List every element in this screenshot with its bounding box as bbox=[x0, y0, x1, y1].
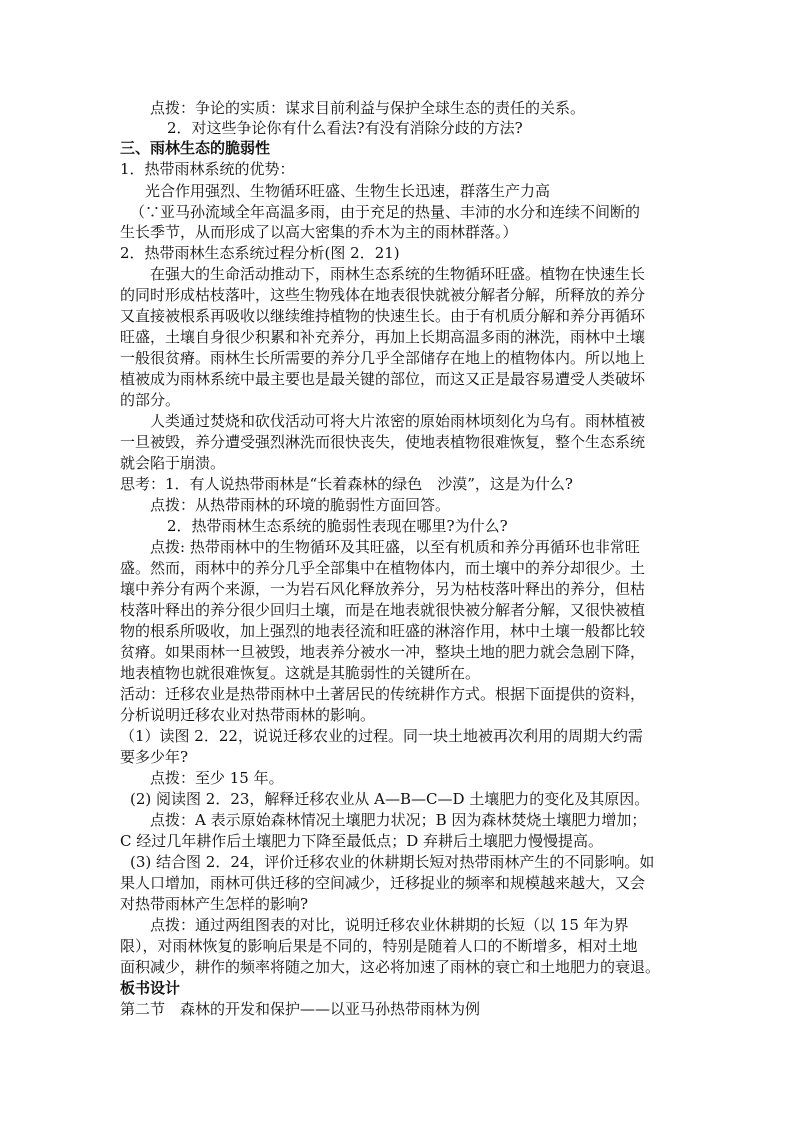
text-line: 对热带雨林产生怎样的影响? bbox=[120, 895, 309, 913]
text-line: 限），对雨林恢复的影响后果是不同的，特别是随着人口的不断增多，相对土地 bbox=[120, 937, 638, 955]
text-line: 点拨: 热带雨林中的生物循环及其旺盛，以至有机质和养分再循环也非常旺 bbox=[150, 538, 640, 556]
section-heading: 板书设计 bbox=[120, 979, 181, 997]
text-line: 第二节 森林的开发和保护——以亚马孙热带雨林为例 bbox=[120, 1000, 481, 1018]
text-line: 2．热带雨林生态系统的脆弱性表现在哪里?为什么? bbox=[167, 517, 508, 535]
text-line: 活动：迁移农业是热带雨林中土著居民的传统耕作方式。根据下面提供的资料， bbox=[120, 685, 646, 703]
text-line: （∵亚马孙流域全年高温多雨，由于充足的热量、丰沛的水分和连续不间断的 bbox=[130, 203, 641, 221]
text-line: 一旦被毁，养分遭受强烈淋洗而很快丧失，使地表植物很难恢复，整个生态系统 bbox=[120, 433, 646, 451]
text-line: 生长季节，从而形成了以高大密集的乔木为主的雨林群落。） bbox=[120, 223, 518, 241]
text-line: 要多少年? bbox=[120, 748, 189, 766]
section-heading: 三、雨林生态的脆弱性 bbox=[120, 139, 271, 157]
text-line: 盛。然而，雨林中的养分几乎全部集中在植物体内，而土壤中的养分却很少。土 bbox=[120, 559, 646, 577]
text-line: 旺盛，土壤自身很少积累和补充养分，再加上长期高温多雨的淋洗，雨林中土壤 bbox=[120, 328, 646, 346]
text-line: (2) 阅读图 2．23，解释迁移农业从 A—B—C—D 土壤肥力的变化及其原因。 bbox=[130, 790, 650, 808]
text-line: C 经过几年耕作后土壤肥力下降至最低点；D 弃耕后土壤肥力慢慢提高。 bbox=[120, 832, 604, 850]
text-line: 的同时形成枯枝落叶，这些生物残体在地表很快就被分解者分解，所释放的养分 bbox=[120, 286, 646, 304]
text-line: 植被成为雨林系统中最主要也是最关键的部位，而这又正是最容易遭受人类破坏 bbox=[120, 370, 646, 388]
text-line: 2．热带雨林生态系统过程分析(图 2．21) bbox=[120, 244, 400, 262]
text-line: 点拨：通过两组图表的对比，说明迁移农业休耕期的长短（以 15 年为界 bbox=[150, 916, 629, 934]
text-line: 点拨：A 表示原始森林情况土壤肥力状况；B 因为森林焚烧土壤肥力增加； bbox=[150, 811, 647, 829]
text-line: 又直接被根系再吸收以继续维持植物的快速生长。由于有机质分解和养分再循环 bbox=[120, 307, 646, 325]
text-line: 2．对这些争论你有什么看法?有没有消除分歧的方法? bbox=[167, 119, 523, 137]
text-line: 枝落叶释出的养分很少回归土壤，而是在地表就很快被分解者分解，又很快被植 bbox=[120, 601, 646, 619]
text-line: 壤中养分有两个来源，一为岩石风化释放养分，另为枯枝落叶释出的养分，但枯 bbox=[120, 580, 646, 598]
text-line: 思考：1．有人说热带雨林是“长着森林的绿色 沙漠”，这是为什么? bbox=[120, 475, 573, 493]
text-line: 果人口增加，雨林可供迁移的空间减少，迁移捉业的频率和规模越来越大，又会 bbox=[120, 874, 646, 892]
text-line: (3) 结合图 2．24，评价迁移农业的休耕期长短对热带雨林产生的不同影响。如 bbox=[130, 853, 655, 871]
text-line: 物的根系所吸收，加上强烈的地表径流和旺盛的淋溶作用，林中土壤一般都比较 bbox=[120, 622, 646, 640]
text-line: 就会陷于崩溃。 bbox=[120, 454, 226, 472]
text-line: 一般很贫瘠。雨林生长所需要的养分几乎全部储存在地上的植物体内。所以地上 bbox=[120, 349, 646, 367]
text-line: 面积减少，耕作的频率将随之加大，这必将加速了雨林的衰亡和土地肥力的衰退。 bbox=[120, 958, 661, 976]
text-line: 在强大的生命活动推动下，雨林生态系统的生物循环旺盛。植物在快速生长 bbox=[150, 265, 646, 283]
text-line: 贫瘠。如果雨林一旦被毁，地表养分被水一冲，整块土地的肥力就会急剧下降， bbox=[120, 643, 646, 661]
text-line: （1）读图 2．22，说说迁移农业的过程。同一块土地被再次利用的周期大约需 bbox=[120, 727, 643, 745]
text-line: 地表植物也就很难恢复。这就是其脆弱性的关键所在。 bbox=[120, 664, 481, 682]
text-line: 光合作用强烈、生物循环旺盛、生物生长迅速，群落生产力高 bbox=[145, 182, 551, 200]
text-line: 点拨：至少 15 年。 bbox=[150, 769, 284, 787]
text-line: 分析说明迁移农业对热带雨林的影响。 bbox=[120, 706, 376, 724]
text-line: 点拨：争论的实质：谋求目前利益与保护全球生态的责任的关系。 bbox=[150, 99, 586, 117]
text-line: 1．热带雨林系统的优势： bbox=[120, 160, 295, 178]
text-line: 点拨：从热带雨林的环境的脆弱性方面回答。 bbox=[150, 496, 451, 514]
text-line: 的部分。 bbox=[120, 391, 181, 409]
text-line: 人类通过焚烧和砍伐活动可将大片浓密的原始雨林顷刻化为乌有。雨林植被 bbox=[150, 412, 646, 430]
